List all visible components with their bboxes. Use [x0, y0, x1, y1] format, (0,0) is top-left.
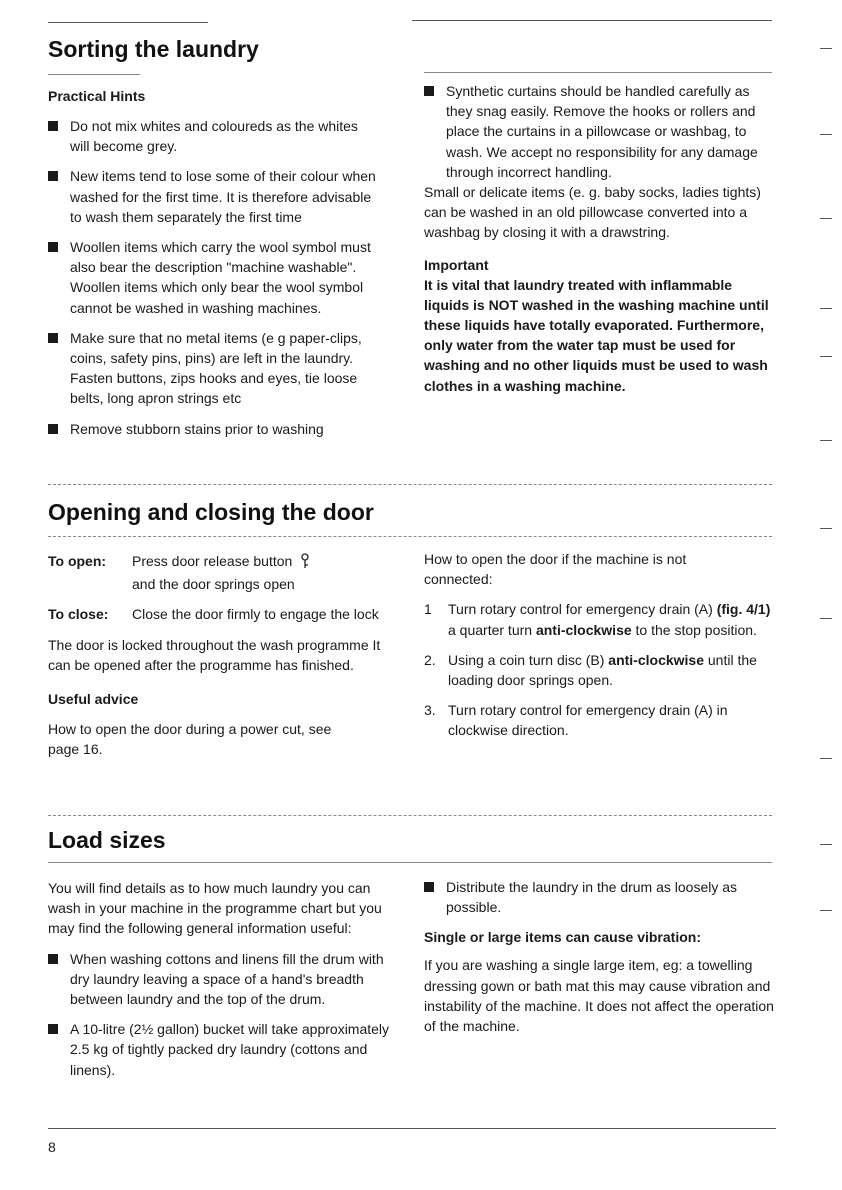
sorting-left-column [48, 86, 378, 439]
step-bold: (fig. 4/1) [716, 601, 771, 618]
step-number: 3. [424, 702, 436, 719]
margin-mark [820, 844, 832, 845]
list-item: Do not mix whites and coloureds as the whites will become grey. [48, 116, 378, 156]
vibration-heading: Single or large items can cause vibration: [424, 929, 701, 946]
section-title-load: Load sizes [48, 827, 166, 853]
to-close-label: To close: [48, 606, 109, 623]
load-right-column [424, 877, 774, 1036]
important-heading: Important [424, 256, 489, 273]
margin-mark [820, 218, 832, 219]
step-text: Using a coin turn disc (B) [448, 651, 609, 668]
vibration-text: If you are washing a single large item, eg: a towelling dressing gown or bath mat this may cause vibration and instability of the machine. It does not affect the operation of the machine. [424, 957, 774, 1035]
door-left-column [48, 551, 393, 759]
paragraph: Small or delicate items (e. g. baby socks, ladies tights) can be washed in an old pillowcase converted into a washbag by closing it with a drawstring. [424, 184, 761, 241]
sorting-right-column [424, 81, 774, 396]
list-item: When washing cottons and linens fill the drum with dry laundry leaving a space of a hand's breadth between laundry and the top of the drum. [48, 949, 393, 1010]
step-text: to the stop position. [631, 621, 757, 638]
margin-mark [820, 308, 832, 309]
rule [424, 72, 772, 73]
margin-mark [820, 758, 832, 759]
to-close-row [48, 604, 393, 624]
practical-hints-heading: Practical Hints [48, 88, 146, 104]
load-left-column [48, 878, 393, 1080]
step-item [424, 650, 774, 690]
useful-advice-heading: Useful advice [48, 691, 139, 708]
important-text: It is vital that laundry treated with inflammable liquids is NOT washed in the washing machine until these liquids have totally evaporated. Furthermore, only water from the water tap must be used for washing and no other liquids must be used to wash clothes in a washing machine. [424, 276, 769, 394]
margin-mark [820, 618, 832, 619]
step-bold: anti-clockwise [608, 651, 704, 668]
step-number: 2. [424, 651, 436, 668]
to-open-row [48, 551, 393, 594]
page-number: 8 [48, 1139, 56, 1155]
step-text: until the loading door springs open. [448, 651, 757, 689]
list-item: Synthetic curtains should be handled carefully as they snag easily. Remove the hooks or rollers and place the curtains in a pillowcase or washbag, to wash. We accept no responsibility for any damage through incorrect handling. [424, 81, 774, 182]
section-title-door: Opening and closing the door [48, 499, 374, 525]
margin-mark [820, 528, 832, 529]
rule [48, 484, 772, 485]
to-close-text: Close the door firmly to engage the lock [132, 606, 379, 623]
to-open-label: To open: [48, 553, 107, 569]
door-right-column [424, 549, 774, 741]
useful-advice-text: How to open the door during a power cut, see page 16. [48, 721, 332, 758]
rule [48, 815, 772, 816]
rule [48, 22, 208, 23]
margin-mark [820, 910, 832, 911]
locked-paragraph: The door is locked throughout the wash programme It can be opened after the programme has finished. [48, 636, 381, 673]
rule [48, 74, 140, 75]
not-connected-intro: How to open the door if the machine is not connected: [424, 551, 687, 588]
to-open-text: Press door release button [132, 553, 293, 569]
list-item: Remove stubborn stains prior to washing [48, 419, 378, 439]
step-text: Turn rotary control for emergency drain (A) in clockwise direction. [448, 702, 728, 739]
list-item: Make sure that no metal items (e g paper-clips, coins, safety pins, pins) are left in the laundry. Fasten buttons, zips hooks and eyes, tie loose belts, long apron strings etc [48, 328, 378, 409]
list-item: Woollen items which carry the wool symbol must also bear the description "machine washable". Woollen items which only bear the wool symbol cannot be washed in washing machines. [48, 237, 378, 318]
step-bold: anti-clockwise [535, 621, 632, 638]
step-item [424, 599, 774, 639]
margin-mark [820, 440, 832, 441]
rule [412, 20, 772, 21]
rule [48, 862, 772, 863]
key-icon [300, 553, 310, 574]
list-item: A 10-litre (2½ gallon) bucket will take approximately 2.5 kg of tightly packed dry laundry (cottons and linens). [48, 1019, 393, 1080]
step-text: Turn rotary control for emergency drain (A) [448, 601, 713, 618]
margin-mark [820, 356, 832, 357]
step-item [424, 700, 774, 740]
margin-mark [820, 134, 832, 135]
list-item: Distribute the laundry in the drum as loosely as possible. [424, 877, 774, 917]
rule [48, 1128, 776, 1129]
load-intro: You will find details as to how much laundry you can wash in your machine in the programme chart but you may find the following general information useful: [48, 880, 382, 937]
margin-mark [820, 48, 832, 49]
list-item: New items tend to lose some of their colour when washed for the first time. It is therefore advisable to wash them separately the first time [48, 166, 378, 227]
step-text: a quarter turn [448, 621, 536, 638]
section-title-sorting: Sorting the laundry [48, 36, 259, 62]
step-number: 1 [424, 601, 432, 618]
to-open-text-2: and the door springs open [132, 576, 295, 593]
rule [48, 536, 772, 537]
